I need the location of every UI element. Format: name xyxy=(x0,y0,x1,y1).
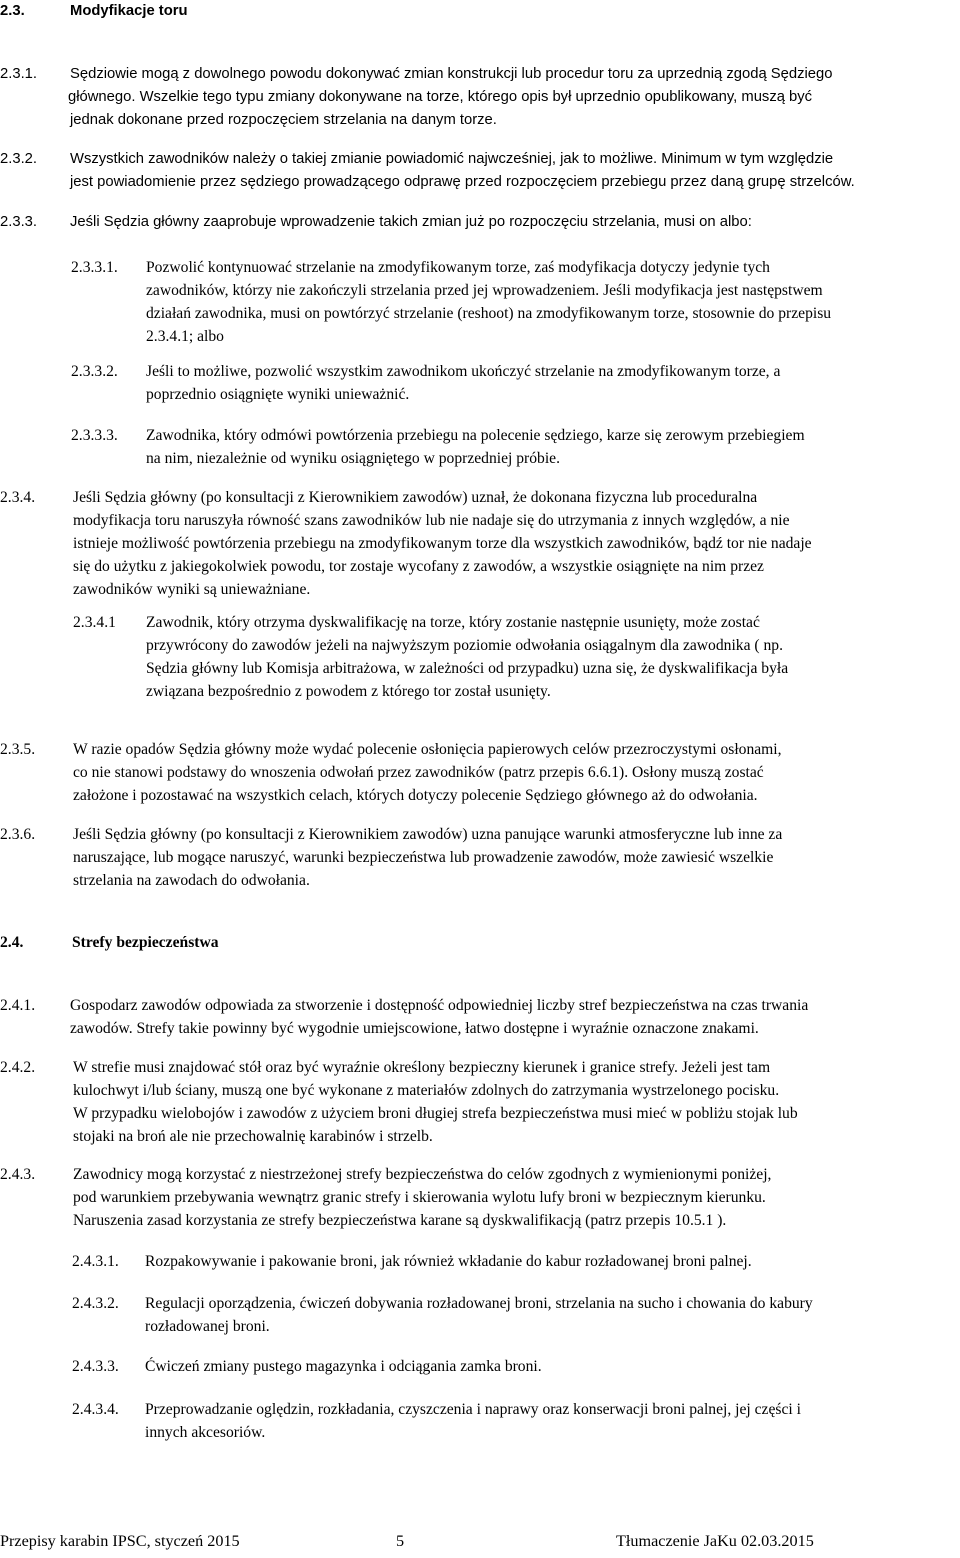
paragraph-line: jest powiadomienie przez sędziego prowadzącego odprawę przed rozpoczęciem przebiegu przez daną grupę strzelców. xyxy=(70,174,855,190)
section-number: 2.3. xyxy=(0,3,25,19)
paragraph-text xyxy=(70,211,752,234)
section-title: Strefy bezpieczeństwa xyxy=(72,934,219,951)
paragraph-line: pod warunkiem przebywania wewnątrz granic strefy i skierowania wylotu lufy broni w bezpiecznym kierunku. xyxy=(73,1189,766,1206)
paragraph-line: Pozwolić kontynuować strzelanie na zmodyfikowanym torze, zaś modyfikacja dotyczy jedynie tych xyxy=(146,259,770,276)
paragraph-line: 2.3.4.1; albo xyxy=(146,328,224,345)
paragraph-text xyxy=(73,823,782,892)
paragraph-number: 2.3.3.1. xyxy=(71,259,118,276)
paragraph-number: 2.4.3.2. xyxy=(72,1295,119,1312)
paragraph-number: 2.3.4.1 xyxy=(73,614,116,631)
paragraph-line: przywrócony do zawodów jeżeli na najwyższym poziomie odwołania osiągalnym dla zawodnika ( np. xyxy=(146,637,783,654)
paragraph-line: Zawodnika, który odmówi powtórzenia przebiegu na polecenie sędziego, karze się zerowym przebiegiem xyxy=(146,427,805,444)
paragraph-line: strzelania na zawodach do odwołania. xyxy=(73,872,310,889)
paragraph-line: istnieje możliwość powtórzenia przebiegu na zmodyfikowanym torze dla wszystkich zawodników, bądź tor nie nadaje xyxy=(73,535,812,552)
paragraph-text xyxy=(146,360,780,406)
paragraph-line: Jeśli Sędzia główny zaaprobuje wprowadzenie takich zmian już po rozpoczęciu strzelania, musi on albo: xyxy=(70,214,752,230)
paragraph-text xyxy=(145,1292,813,1338)
paragraph-line: na nim, niezależnie od wyniku osiągniętego w poprzedniej próbie. xyxy=(146,450,560,467)
paragraph-text xyxy=(73,486,812,601)
paragraph-number: 2.4.2. xyxy=(0,1059,36,1076)
paragraph-text xyxy=(70,148,855,194)
paragraph-line: Zawodnik, który otrzyma dyskwalifikację na torze, który zostanie następnie usunięty, może zostać xyxy=(146,614,760,631)
paragraph-line: Przeprowadzanie oględzin, rozkładania, czyszczenia i naprawy oraz konserwacji broni palnej, jej części i xyxy=(145,1401,801,1418)
paragraph-number: 2.4.3.4. xyxy=(72,1401,119,1418)
paragraph-number: 2.4.3.3. xyxy=(72,1358,119,1375)
paragraph-line: Wszystkich zawodników należy o takiej zmianie powiadomić najwcześniej, jak to możliwe. Minimum w tym względzie xyxy=(70,151,834,167)
paragraph-line: co nie stanowi podstawy do wnoszenia odwołań przez zawodników (patrz przepis 6.6.1). Osłony muszą zostać xyxy=(73,764,764,781)
paragraph-number: 2.3.1. xyxy=(0,66,38,82)
paragraph-number: 2.3.2. xyxy=(0,151,38,167)
paragraph-text xyxy=(73,738,782,807)
paragraph-line: zawodów. Strefy takie powinny być wygodnie umiejscowione, łatwo dostępne i wyraźnie oznaczone znakami. xyxy=(70,1020,759,1037)
paragraph-text xyxy=(70,994,808,1040)
paragraph-line: założone i pozostawać na wszystkich celach, których dotyczy polecenie Sędziego głównego aż do odwołania. xyxy=(73,787,758,804)
section-title: Modyfikacje toru xyxy=(70,3,188,19)
paragraph-line: Jeśli Sędzia główny (po konsultacji z Kierownikiem zawodów) uzna panujące warunki atmosferyczne lub inne za xyxy=(73,826,783,843)
paragraph-line: związana bezpośrednio z powodem z którego tor został usunięty. xyxy=(146,683,551,700)
footer-right: Tłumaczenie JaKu 02.03.2015 xyxy=(616,1532,814,1550)
paragraph-line: Jeśli to możliwe, pozwolić wszystkim zawodnikom ukończyć strzelanie na zmodyfikowanym torze, a xyxy=(146,363,781,380)
paragraph-line: modyfikacja toru naruszyła równość szans zawodników lub nie nadaje się do utrzymania z innych względów, a nie xyxy=(73,512,790,529)
footer-left: Przepisy karabin IPSC, styczeń 2015 xyxy=(0,1532,240,1550)
paragraph-line: Gospodarz zawodów odpowiada za stworzenie i dostępność odpowiedniej liczby stref bezpieczeństwa na czas trwania xyxy=(70,997,809,1014)
paragraph-text xyxy=(145,1355,542,1378)
paragraph-line: zawodników wyniki są unieważniane. xyxy=(73,581,311,598)
paragraph-line: jednak dokonane przed rozpoczęciem strzelania na danym torze. xyxy=(70,112,497,128)
paragraph-line: Ćwiczeń zmiany pustego magazynka i odciągania zamka broni. xyxy=(145,1358,542,1375)
paragraph-line: kulochwyt i/lub ściany, muszą one być wykonane z materiałów zdolnych do zatrzymania wystrzelonego pocisku. xyxy=(73,1082,780,1099)
paragraph-text xyxy=(73,1163,771,1232)
paragraph-line: Rozpakowywanie i pakowanie broni, jak również wkładanie do kabur rozładowanej broni palnej. xyxy=(145,1253,752,1270)
paragraph-line: W strefie musi znajdować stół oraz być wyraźnie określony bezpieczny kierunek i granice strefy. Jeżeli jest tam xyxy=(73,1059,771,1076)
page-number: 5 xyxy=(396,1532,405,1550)
paragraph-number: 2.3.4. xyxy=(0,489,36,506)
paragraph-line: Sędziowie mogą z dowolnego powodu dokonywać zmian konstrukcji lub procedur toru za uprzednią zgodą Sędziego xyxy=(70,66,833,82)
paragraph-text xyxy=(145,1398,801,1444)
paragraph-number: 2.3.5. xyxy=(0,741,36,758)
paragraph-line: rozładowanej broni. xyxy=(145,1318,270,1335)
paragraph-text xyxy=(70,63,833,132)
paragraph-line: się do użytku z jakiegokolwiek powodu, tor zostaje wycofany z zawodów, a wszystkie osiągnięte na nim przez xyxy=(73,558,764,575)
paragraph-line: zawodników, którzy nie zakończyli strzelania przed jej wprowadzeniem. Jeśli modyfikacja jest następstwem xyxy=(146,282,823,299)
paragraph-line: Naruszenia zasad korzystania ze strefy bezpieczeństwa karane są dyskwalifikacją (patrz przepis 10.5.1 ). xyxy=(73,1212,727,1229)
paragraph-line: naruszające, lub mogące naruszyć, warunki bezpieczeństwa lub prowadzenie zawodów, może zawiesić wszelkie xyxy=(73,849,774,866)
paragraph-number: 2.3.3.2. xyxy=(71,363,118,380)
paragraph-line: W razie opadów Sędzia główny może wydać polecenie osłonięcia papierowych celów przezroczystymi osłonami, xyxy=(73,741,782,758)
paragraph-line: stojaki na broń ale nie przechowalnię karabinów i strzelb. xyxy=(73,1128,433,1145)
paragraph-number: 2.4.3.1. xyxy=(72,1253,119,1270)
paragraph-text xyxy=(73,1056,798,1148)
paragraph-line: innych akcesoriów. xyxy=(145,1424,266,1441)
paragraph-line: głównego. Wszelkie tego typu zmiany dokonywane na torze, którego opis był uprzednio opublikowany, muszą być xyxy=(68,89,813,105)
paragraph-number: 2.3.3. xyxy=(0,214,38,230)
paragraph-number: 2.4.1. xyxy=(0,997,36,1014)
paragraph-line: W przypadku wielobojów i zawodów z użyciem broni długiej strefa bezpieczeństwa musi mieć w pobliżu stojak lub xyxy=(73,1105,798,1122)
paragraph-line: Regulacji oporządzenia, ćwiczeń dobywania rozładowanej broni, strzelania na sucho i chowania do kabury xyxy=(145,1295,813,1312)
paragraph-line: poprzednio osiągnięte wyniki unieważnić. xyxy=(146,386,410,403)
paragraph-text xyxy=(146,256,831,348)
paragraph-line: Zawodnicy mogą korzystać z niestrzeżonej strefy bezpieczeństwa do celów zgodnych z wymienionymi poniżej, xyxy=(73,1166,772,1183)
paragraph-line: działań zawodnika, musi on powtórzyć strzelanie (reshoot) na zmodyfikowanym torze, stosownie do przepisu xyxy=(146,305,832,322)
paragraph-number: 2.4.3. xyxy=(0,1166,36,1183)
paragraph-number: 2.3.6. xyxy=(0,826,36,843)
paragraph-number: 2.3.3.3. xyxy=(71,427,118,444)
paragraph-text xyxy=(146,611,788,703)
paragraph-text xyxy=(145,1250,752,1273)
paragraph-text xyxy=(146,424,805,470)
paragraph-line: Jeśli Sędzia główny (po konsultacji z Kierownikiem zawodów) uznał, że dokonana fizyczna lub proceduralna xyxy=(73,489,758,506)
section-number: 2.4. xyxy=(0,934,24,951)
paragraph-line: Sędzia główny lub Komisja arbitrażowa, w zależności od przypadku) uzna się, że dyskwalifikacja była xyxy=(146,660,789,677)
